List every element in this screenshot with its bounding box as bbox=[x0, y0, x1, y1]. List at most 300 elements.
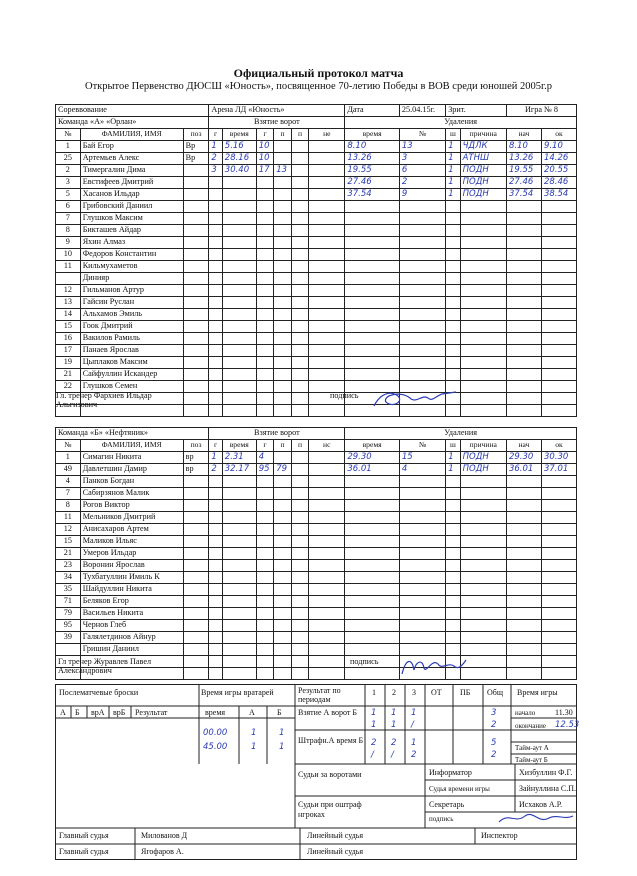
empty-cell bbox=[309, 464, 345, 476]
empty-cell bbox=[309, 668, 345, 680]
empty-cell bbox=[222, 225, 256, 237]
table-row bbox=[56, 560, 577, 572]
penalty-num: 6 bbox=[399, 165, 445, 177]
player-num: 21 bbox=[56, 548, 81, 560]
player-pos bbox=[183, 213, 209, 225]
empty-cell bbox=[541, 357, 576, 369]
empty-cell bbox=[222, 548, 256, 560]
col-name: ФАМИЛИЯ, ИМЯ bbox=[80, 129, 183, 141]
empty-cell bbox=[506, 524, 541, 536]
empty-cell bbox=[345, 357, 400, 369]
empty-cell bbox=[222, 357, 256, 369]
col-g: г bbox=[209, 129, 222, 141]
goal-time: 2.31 bbox=[222, 452, 256, 464]
empty-cell bbox=[274, 285, 292, 297]
empty-cell bbox=[291, 321, 309, 333]
gk-row2-b: 1 bbox=[279, 742, 285, 752]
empty-cell bbox=[256, 632, 274, 644]
start-label: начало bbox=[515, 709, 536, 717]
penalty-reason: ПОДН bbox=[460, 165, 506, 177]
informator-label: Информатор bbox=[429, 768, 472, 777]
empty-cell bbox=[222, 201, 256, 213]
player-num: 35 bbox=[56, 584, 81, 596]
empty-cell bbox=[446, 620, 460, 632]
penalty-start: 36.01 bbox=[506, 464, 541, 476]
player-pos: вр bbox=[183, 452, 209, 464]
player-pos: Вр bbox=[183, 153, 209, 165]
player-num: 1 bbox=[56, 452, 81, 464]
player-name: Динияр bbox=[80, 273, 183, 285]
empty-cell bbox=[222, 632, 256, 644]
empty-cell bbox=[460, 608, 506, 620]
col-end: ок bbox=[541, 129, 576, 141]
arena: Арена ЛД «Юность» bbox=[209, 105, 345, 117]
empty-cell bbox=[209, 393, 222, 405]
period-1-label: 1 bbox=[372, 688, 376, 697]
empty-cell bbox=[345, 321, 400, 333]
col-name: ФАМИЛИЯ, ИМЯ bbox=[80, 440, 183, 452]
empty-cell bbox=[256, 476, 274, 488]
empty-cell bbox=[209, 309, 222, 321]
empty-cell bbox=[222, 524, 256, 536]
table-row bbox=[56, 297, 577, 309]
empty-cell bbox=[222, 381, 256, 393]
player-pos bbox=[183, 333, 209, 345]
empty-cell bbox=[345, 668, 400, 680]
empty-cell bbox=[506, 321, 541, 333]
player-num: 95 bbox=[56, 620, 81, 632]
empty-cell bbox=[345, 536, 400, 548]
empty-cell bbox=[345, 488, 400, 500]
empty-cell bbox=[345, 333, 400, 345]
player-name: Федоров Константин bbox=[80, 249, 183, 261]
penalty-reason: ЧДЛК bbox=[460, 141, 506, 153]
empty-cell bbox=[291, 632, 309, 644]
empty-cell bbox=[541, 369, 576, 381]
goals-b-p2: 1 bbox=[391, 720, 397, 730]
empty-cell bbox=[256, 261, 274, 273]
empty-cell bbox=[446, 524, 460, 536]
empty-cell bbox=[309, 261, 345, 273]
player-pos bbox=[183, 512, 209, 524]
table-row bbox=[56, 333, 577, 345]
empty-cell bbox=[460, 405, 506, 417]
empty-cell bbox=[274, 381, 292, 393]
empty-cell bbox=[460, 393, 506, 405]
empty-cell bbox=[222, 608, 256, 620]
goal-p1: 79 bbox=[274, 464, 292, 476]
empty-cell bbox=[541, 632, 576, 644]
table-row bbox=[56, 285, 577, 297]
col-p2: п bbox=[291, 440, 309, 452]
empty-cell bbox=[541, 668, 576, 680]
empty-cell bbox=[446, 201, 460, 213]
player-pos bbox=[183, 237, 209, 249]
empty-cell bbox=[446, 476, 460, 488]
goal-p2 bbox=[291, 153, 309, 165]
player-num: 17 bbox=[56, 345, 81, 357]
penalty-sh: 1 bbox=[446, 165, 460, 177]
empty-cell bbox=[291, 237, 309, 249]
empty-cell bbox=[256, 309, 274, 321]
empty-cell bbox=[309, 656, 345, 668]
empty-cell bbox=[345, 524, 400, 536]
shots-col-result: Результат bbox=[135, 708, 168, 717]
team-b-coach-signature bbox=[398, 652, 468, 680]
shots-col-gka: врА bbox=[91, 708, 105, 717]
empty-cell bbox=[460, 572, 506, 584]
col-ptime: время bbox=[345, 129, 400, 141]
penalty-reason: ПОДН bbox=[460, 189, 506, 201]
empty-cell bbox=[291, 309, 309, 321]
penalty-start: 8.10 bbox=[506, 141, 541, 153]
table-row bbox=[56, 225, 577, 237]
empty-cell bbox=[506, 584, 541, 596]
empty-cell bbox=[460, 500, 506, 512]
empty-cell bbox=[209, 213, 222, 225]
player-name: Сабирзянов Малик bbox=[80, 488, 183, 500]
goal-gg: 17 bbox=[256, 165, 274, 177]
gate-judges-label: Судьи за воротами bbox=[298, 770, 362, 779]
overtime-label: ОТ bbox=[431, 688, 442, 697]
empty-cell bbox=[183, 393, 209, 405]
table-row bbox=[56, 165, 577, 177]
empty-cell bbox=[345, 620, 400, 632]
empty-cell bbox=[209, 596, 222, 608]
empty-cell bbox=[460, 285, 506, 297]
empty-cell bbox=[256, 321, 274, 333]
chief-judge-name: Милованов Д bbox=[141, 831, 188, 840]
empty-cell bbox=[291, 249, 309, 261]
empty-cell bbox=[446, 596, 460, 608]
empty-cell bbox=[309, 345, 345, 357]
empty-cell bbox=[274, 201, 292, 213]
empty-cell bbox=[446, 225, 460, 237]
empty-cell bbox=[274, 536, 292, 548]
player-name: Маликов Ильяс bbox=[80, 536, 183, 548]
empty-cell bbox=[209, 572, 222, 584]
table-row bbox=[56, 536, 577, 548]
goals-label: Взятие А ворот Б bbox=[298, 708, 357, 717]
empty-cell bbox=[291, 381, 309, 393]
secretary-name: Исхаков А.Р. bbox=[519, 800, 563, 809]
empty-cell bbox=[274, 237, 292, 249]
penalty-time: 27.46 bbox=[345, 177, 400, 189]
goal-gg: 4 bbox=[256, 452, 274, 464]
empty-cell bbox=[274, 321, 292, 333]
empty-cell bbox=[222, 393, 256, 405]
empty-cell bbox=[291, 261, 309, 273]
empty-cell bbox=[309, 596, 345, 608]
empty-cell bbox=[222, 177, 256, 189]
player-pos bbox=[183, 249, 209, 261]
empty-cell bbox=[460, 237, 506, 249]
empty-cell bbox=[399, 572, 445, 584]
empty-cell bbox=[541, 297, 576, 309]
empty-cell bbox=[274, 333, 292, 345]
penalty-sh: 1 bbox=[446, 189, 460, 201]
empty-cell bbox=[256, 249, 274, 261]
empty-cell bbox=[460, 548, 506, 560]
gk-col-time: время bbox=[205, 708, 226, 717]
chief-judge2-label: Главный судья bbox=[59, 847, 109, 856]
table-row bbox=[56, 309, 577, 321]
empty-cell bbox=[209, 620, 222, 632]
goal-gg: 10 bbox=[256, 141, 274, 153]
player-pos: вр bbox=[183, 464, 209, 476]
empty-cell bbox=[291, 297, 309, 309]
empty-cell bbox=[460, 369, 506, 381]
empty-cell bbox=[506, 381, 541, 393]
empty-cell bbox=[309, 189, 345, 201]
player-name: Сайфуллин Искандер bbox=[80, 369, 183, 381]
empty-cell bbox=[209, 357, 222, 369]
empty-cell bbox=[506, 548, 541, 560]
empty-cell bbox=[446, 297, 460, 309]
player-num: 14 bbox=[56, 309, 81, 321]
empty-cell bbox=[399, 225, 445, 237]
empty-cell bbox=[399, 596, 445, 608]
empty-cell bbox=[541, 405, 576, 417]
empty-cell bbox=[222, 345, 256, 357]
empty-cell bbox=[506, 393, 541, 405]
player-pos bbox=[183, 536, 209, 548]
competition-label: Сореввование bbox=[56, 105, 209, 117]
empty-cell bbox=[541, 321, 576, 333]
player-name: Цыплаков Максим bbox=[80, 357, 183, 369]
penalty-reason: АТНШ bbox=[460, 153, 506, 165]
gk-row1-time: 00.00 bbox=[203, 728, 228, 738]
empty-cell bbox=[541, 548, 576, 560]
table-row bbox=[56, 261, 577, 273]
empty-cell bbox=[446, 261, 460, 273]
empty-cell bbox=[222, 333, 256, 345]
penalty-end: 14.26 bbox=[541, 153, 576, 165]
empty-cell bbox=[274, 620, 292, 632]
empty-cell bbox=[460, 536, 506, 548]
table-row bbox=[56, 548, 577, 560]
empty-cell bbox=[209, 201, 222, 213]
penalty-end: 38.54 bbox=[541, 189, 576, 201]
player-num: 13 bbox=[56, 297, 81, 309]
empty-cell bbox=[256, 524, 274, 536]
team-b-name: Команда «Б» «Нефтяник» bbox=[56, 428, 209, 440]
empty-cell bbox=[209, 608, 222, 620]
empty-cell bbox=[291, 512, 309, 524]
empty-cell bbox=[274, 488, 292, 500]
empty-cell bbox=[222, 261, 256, 273]
player-num: 71 bbox=[56, 596, 81, 608]
empty-cell bbox=[209, 524, 222, 536]
penalty-end: 9.10 bbox=[541, 141, 576, 153]
player-num: 8 bbox=[56, 500, 81, 512]
empty-cell bbox=[460, 309, 506, 321]
player-pos bbox=[183, 476, 209, 488]
goals-a-p2: 1 bbox=[391, 708, 397, 718]
player-num: 3 bbox=[56, 177, 81, 189]
team-b-sign-label: подпись bbox=[350, 657, 379, 666]
pen-b-p2: / bbox=[391, 750, 394, 760]
empty-cell bbox=[256, 668, 274, 680]
empty-cell bbox=[209, 321, 222, 333]
empty-cell bbox=[222, 273, 256, 285]
penalty-num: 9 bbox=[399, 189, 445, 201]
start-value: 11.30 bbox=[555, 708, 573, 717]
goal-g: 2 bbox=[209, 464, 222, 476]
player-name: Бикташев Айдар bbox=[80, 225, 183, 237]
total-label: Общ bbox=[487, 688, 504, 697]
empty-cell bbox=[460, 381, 506, 393]
empty-cell bbox=[274, 524, 292, 536]
col-p1: п bbox=[274, 440, 292, 452]
gk-row2-time: 45.00 bbox=[203, 742, 228, 752]
pen-b-p1: / bbox=[371, 750, 374, 760]
empty-cell bbox=[209, 381, 222, 393]
empty-cell bbox=[460, 201, 506, 213]
empty-cell bbox=[291, 225, 309, 237]
player-name: Давлетшин Дамир bbox=[80, 464, 183, 476]
empty-cell bbox=[291, 357, 309, 369]
table-row bbox=[56, 249, 577, 261]
player-name: Беляков Егор bbox=[80, 596, 183, 608]
col-p2: п bbox=[291, 129, 309, 141]
empty-cell bbox=[541, 512, 576, 524]
player-num: 34 bbox=[56, 572, 81, 584]
table-row bbox=[56, 201, 577, 213]
col-start: нач bbox=[506, 129, 541, 141]
player-num: 79 bbox=[56, 608, 81, 620]
penalty-sh: 1 bbox=[446, 464, 460, 476]
line-judge-label: Линейный судья bbox=[307, 831, 364, 840]
empty-cell bbox=[291, 536, 309, 548]
empty-cell bbox=[399, 608, 445, 620]
player-pos: Вр bbox=[183, 141, 209, 153]
empty-cell bbox=[256, 369, 274, 381]
empty-cell bbox=[209, 297, 222, 309]
penalty-num: 15 bbox=[399, 452, 445, 464]
empty-cell bbox=[460, 249, 506, 261]
empty-cell bbox=[345, 572, 400, 584]
empty-cell bbox=[222, 476, 256, 488]
empty-cell bbox=[446, 249, 460, 261]
empty-cell bbox=[541, 608, 576, 620]
penalty-start: 19.55 bbox=[506, 165, 541, 177]
team-b-coach bbox=[58, 657, 151, 675]
player-pos bbox=[183, 488, 209, 500]
empty-cell bbox=[506, 572, 541, 584]
col-num: № bbox=[56, 129, 81, 141]
col-gg: г bbox=[256, 129, 274, 141]
empty-cell bbox=[345, 213, 400, 225]
goals-b-p1: 1 bbox=[371, 720, 377, 730]
empty-cell bbox=[256, 405, 274, 417]
empty-cell bbox=[274, 261, 292, 273]
player-pos bbox=[183, 381, 209, 393]
empty-cell bbox=[222, 512, 256, 524]
player-pos bbox=[183, 261, 209, 273]
table-row bbox=[56, 608, 577, 620]
goal-p1 bbox=[274, 452, 292, 464]
empty-cell bbox=[222, 620, 256, 632]
empty-cell bbox=[183, 656, 209, 668]
empty-cell bbox=[506, 297, 541, 309]
empty-cell bbox=[399, 500, 445, 512]
player-pos bbox=[183, 548, 209, 560]
empty-cell bbox=[309, 584, 345, 596]
penalty-time: 36.01 bbox=[345, 464, 400, 476]
empty-cell bbox=[256, 560, 274, 572]
empty-cell bbox=[446, 536, 460, 548]
pen-total-a: 5 bbox=[491, 738, 497, 748]
empty-cell bbox=[291, 369, 309, 381]
player-pos bbox=[183, 189, 209, 201]
empty-cell bbox=[460, 321, 506, 333]
empty-cell bbox=[222, 500, 256, 512]
player-pos bbox=[183, 369, 209, 381]
empty-cell bbox=[541, 309, 576, 321]
empty-cell bbox=[291, 189, 309, 201]
empty-cell bbox=[309, 369, 345, 381]
empty-cell bbox=[209, 369, 222, 381]
player-pos bbox=[183, 632, 209, 644]
team-b-coach-name: Журавлев Павел bbox=[93, 657, 152, 666]
empty-cell bbox=[291, 560, 309, 572]
table-row bbox=[56, 476, 577, 488]
empty-cell bbox=[541, 285, 576, 297]
goals-a-p1: 1 bbox=[371, 708, 377, 718]
empty-cell bbox=[446, 369, 460, 381]
empty-cell bbox=[541, 560, 576, 572]
player-num: 1 bbox=[56, 141, 81, 153]
empty-cell bbox=[291, 620, 309, 632]
team-a-pen-header: Удаления bbox=[345, 117, 577, 129]
empty-cell bbox=[399, 560, 445, 572]
empty-cell bbox=[222, 488, 256, 500]
empty-cell bbox=[345, 476, 400, 488]
col-pos: поз bbox=[183, 129, 209, 141]
empty-cell bbox=[399, 345, 445, 357]
gk-row1-b: 1 bbox=[279, 728, 285, 738]
empty-cell bbox=[345, 297, 400, 309]
table-row bbox=[56, 141, 577, 153]
player-num: 11 bbox=[56, 512, 81, 524]
empty-cell bbox=[309, 572, 345, 584]
player-pos bbox=[183, 357, 209, 369]
empty-cell bbox=[256, 620, 274, 632]
empty-cell bbox=[274, 584, 292, 596]
empty-cell bbox=[541, 476, 576, 488]
end-label: окончание bbox=[515, 722, 547, 730]
empty-cell bbox=[291, 213, 309, 225]
empty-cell bbox=[460, 620, 506, 632]
empty-cell bbox=[222, 189, 256, 201]
empty-cell bbox=[399, 369, 445, 381]
player-name: Артемьев Алекс bbox=[80, 153, 183, 165]
empty-cell bbox=[446, 333, 460, 345]
empty-cell bbox=[309, 321, 345, 333]
empty-cell bbox=[274, 560, 292, 572]
empty-cell bbox=[209, 644, 222, 656]
col-pos: поз bbox=[183, 440, 209, 452]
table-row bbox=[56, 237, 577, 249]
empty-cell bbox=[506, 309, 541, 321]
empty-cell bbox=[309, 237, 345, 249]
empty-cell bbox=[256, 656, 274, 668]
player-name: Тухбатуллин Имиль К bbox=[80, 572, 183, 584]
table-row bbox=[56, 273, 577, 285]
goal-p2 bbox=[291, 165, 309, 177]
player-name: Умеров Ильдар bbox=[80, 548, 183, 560]
